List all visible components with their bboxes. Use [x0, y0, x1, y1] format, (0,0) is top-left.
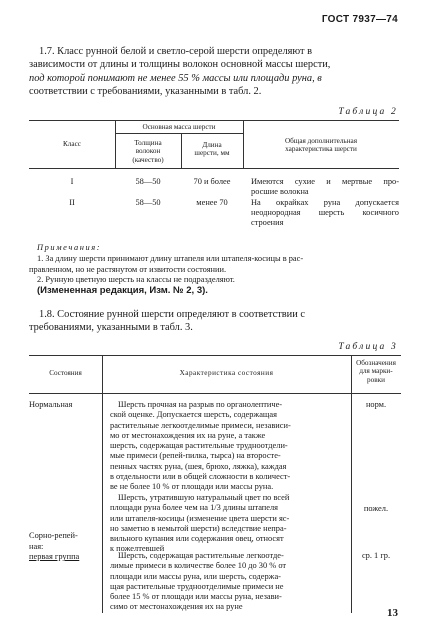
table-2	[29, 120, 399, 235]
paragraph-line: 1.7. Класс рунной белой и светло-серой шерсти определяют в	[39, 46, 313, 57]
note-line: 2. Рунную цветную шерсть на классы не подразделяют.	[37, 275, 235, 285]
marking-yellowed: пожел.	[363, 504, 389, 513]
paragraph-line: под которой понимают не менее 55 % массы или площади руна, в	[29, 72, 322, 84]
table-3-head-state: Состояния	[49, 369, 82, 377]
table-3-head-characteristic: Характеристика состояния	[179, 369, 274, 377]
table-2-head-thickness: Толщина волокон (качество)	[132, 139, 164, 164]
notes-title: Примечания:	[37, 243, 102, 252]
revision-note: (Измененная редакция, Изм. № 2, 3).	[37, 285, 208, 297]
table-2-class-ii: II	[69, 198, 75, 207]
state-normal: Нормальная	[29, 400, 73, 409]
paragraph-line: соответствии с требованиями, указанными в табл. 2.	[29, 86, 262, 98]
table-2-thickness-ii: 58—50	[135, 198, 161, 207]
marking-normal: норм.	[365, 400, 387, 409]
note-line: правленном, но не растянутом от извитости состоянии.	[29, 264, 227, 274]
table-3	[29, 355, 401, 613]
table-2-length-ii: менее 70	[196, 198, 228, 207]
table-2-head-group: Основная масса шерсти	[142, 123, 216, 131]
characteristic-block-normal: Шерсть прочная на разрыв по органолептиче- ской оценке. Допускается шерсть, содержащая растительные легкоотделимые примеси, независи- мо от местонахождения их на руне, а также шерсть, содержащая растительные трудноотдели- мые примеси (репей-пилка, тырса) на второсте- пенных частях руна, (шея, брюхо, ляжка), каждая в отдельности или в общей сложности в количест- ве не более 10 % от площади или массы руна.	[110, 400, 291, 492]
notes	[29, 243, 401, 297]
table-2-characteristic-i: Имеются сухие и мертвые про- росшие волокна	[251, 177, 399, 196]
characteristic-block-yellowed: Шерсть, утратившую натуральный цвет по всей площади руна более чем на 1/3 длины штапеля или штапеля-косицы (изменение цвета шерсти яс- но заметно в немытой шерсти) вследствие непра- вильного купания или содержания овец, относят к пожелтевшей	[110, 493, 290, 554]
standard-code: ГОСТ 7937—74	[321, 14, 398, 25]
state-burr: Сорно-репей- ная: первая группа	[29, 531, 80, 562]
page-number: 13	[387, 607, 398, 619]
table-2-class-i: I	[70, 177, 74, 186]
marking-burr-first: ср. 1 гр.	[361, 551, 391, 560]
table-3-head-marking: Обозначения для марки- ровки	[356, 359, 396, 384]
paragraph-1-7	[29, 45, 399, 99]
paragraph-1-8	[29, 308, 399, 335]
table-2-caption: Таблица 2	[338, 107, 398, 117]
paragraph-line: 1.8. Состояние рунной шерсти определяют в соответствии с	[39, 309, 306, 320]
table-2-head-class: Класс	[63, 140, 81, 148]
table-2-characteristic-ii: На окрайках руна допускается неоднородная шерсть косичного строения	[251, 198, 399, 227]
table-2-head-characteristic: Общая дополнительная характеристика шерсти	[284, 137, 358, 154]
paragraph-line: требованиями, указанными в табл. 3.	[29, 322, 193, 334]
paragraph-line: зависимости от длины и толщины волокон основной массы шерсти,	[29, 59, 331, 71]
table-2-length-i: 70 и более	[193, 177, 231, 186]
note-line: 1. За длину шерсти принимают длину штапеля или штапеля-косицы в рас-	[37, 253, 304, 263]
table-2-head-length: Длина шерсти, мм	[194, 141, 230, 158]
characteristic-block-burr: Шерсть, содержащая растительные легкоотде- лимые примеси в количестве более 10 до 30 % от площади или массы руна, или шерсть, содержа- щая растительные трудноотделимые примеси не более 15 % от площади или массы руна, незави- симо от местонахождения их на руне	[110, 551, 287, 612]
table-3-caption: Таблица 3	[338, 342, 398, 352]
table-2-thickness-i: 58—50	[135, 177, 161, 186]
